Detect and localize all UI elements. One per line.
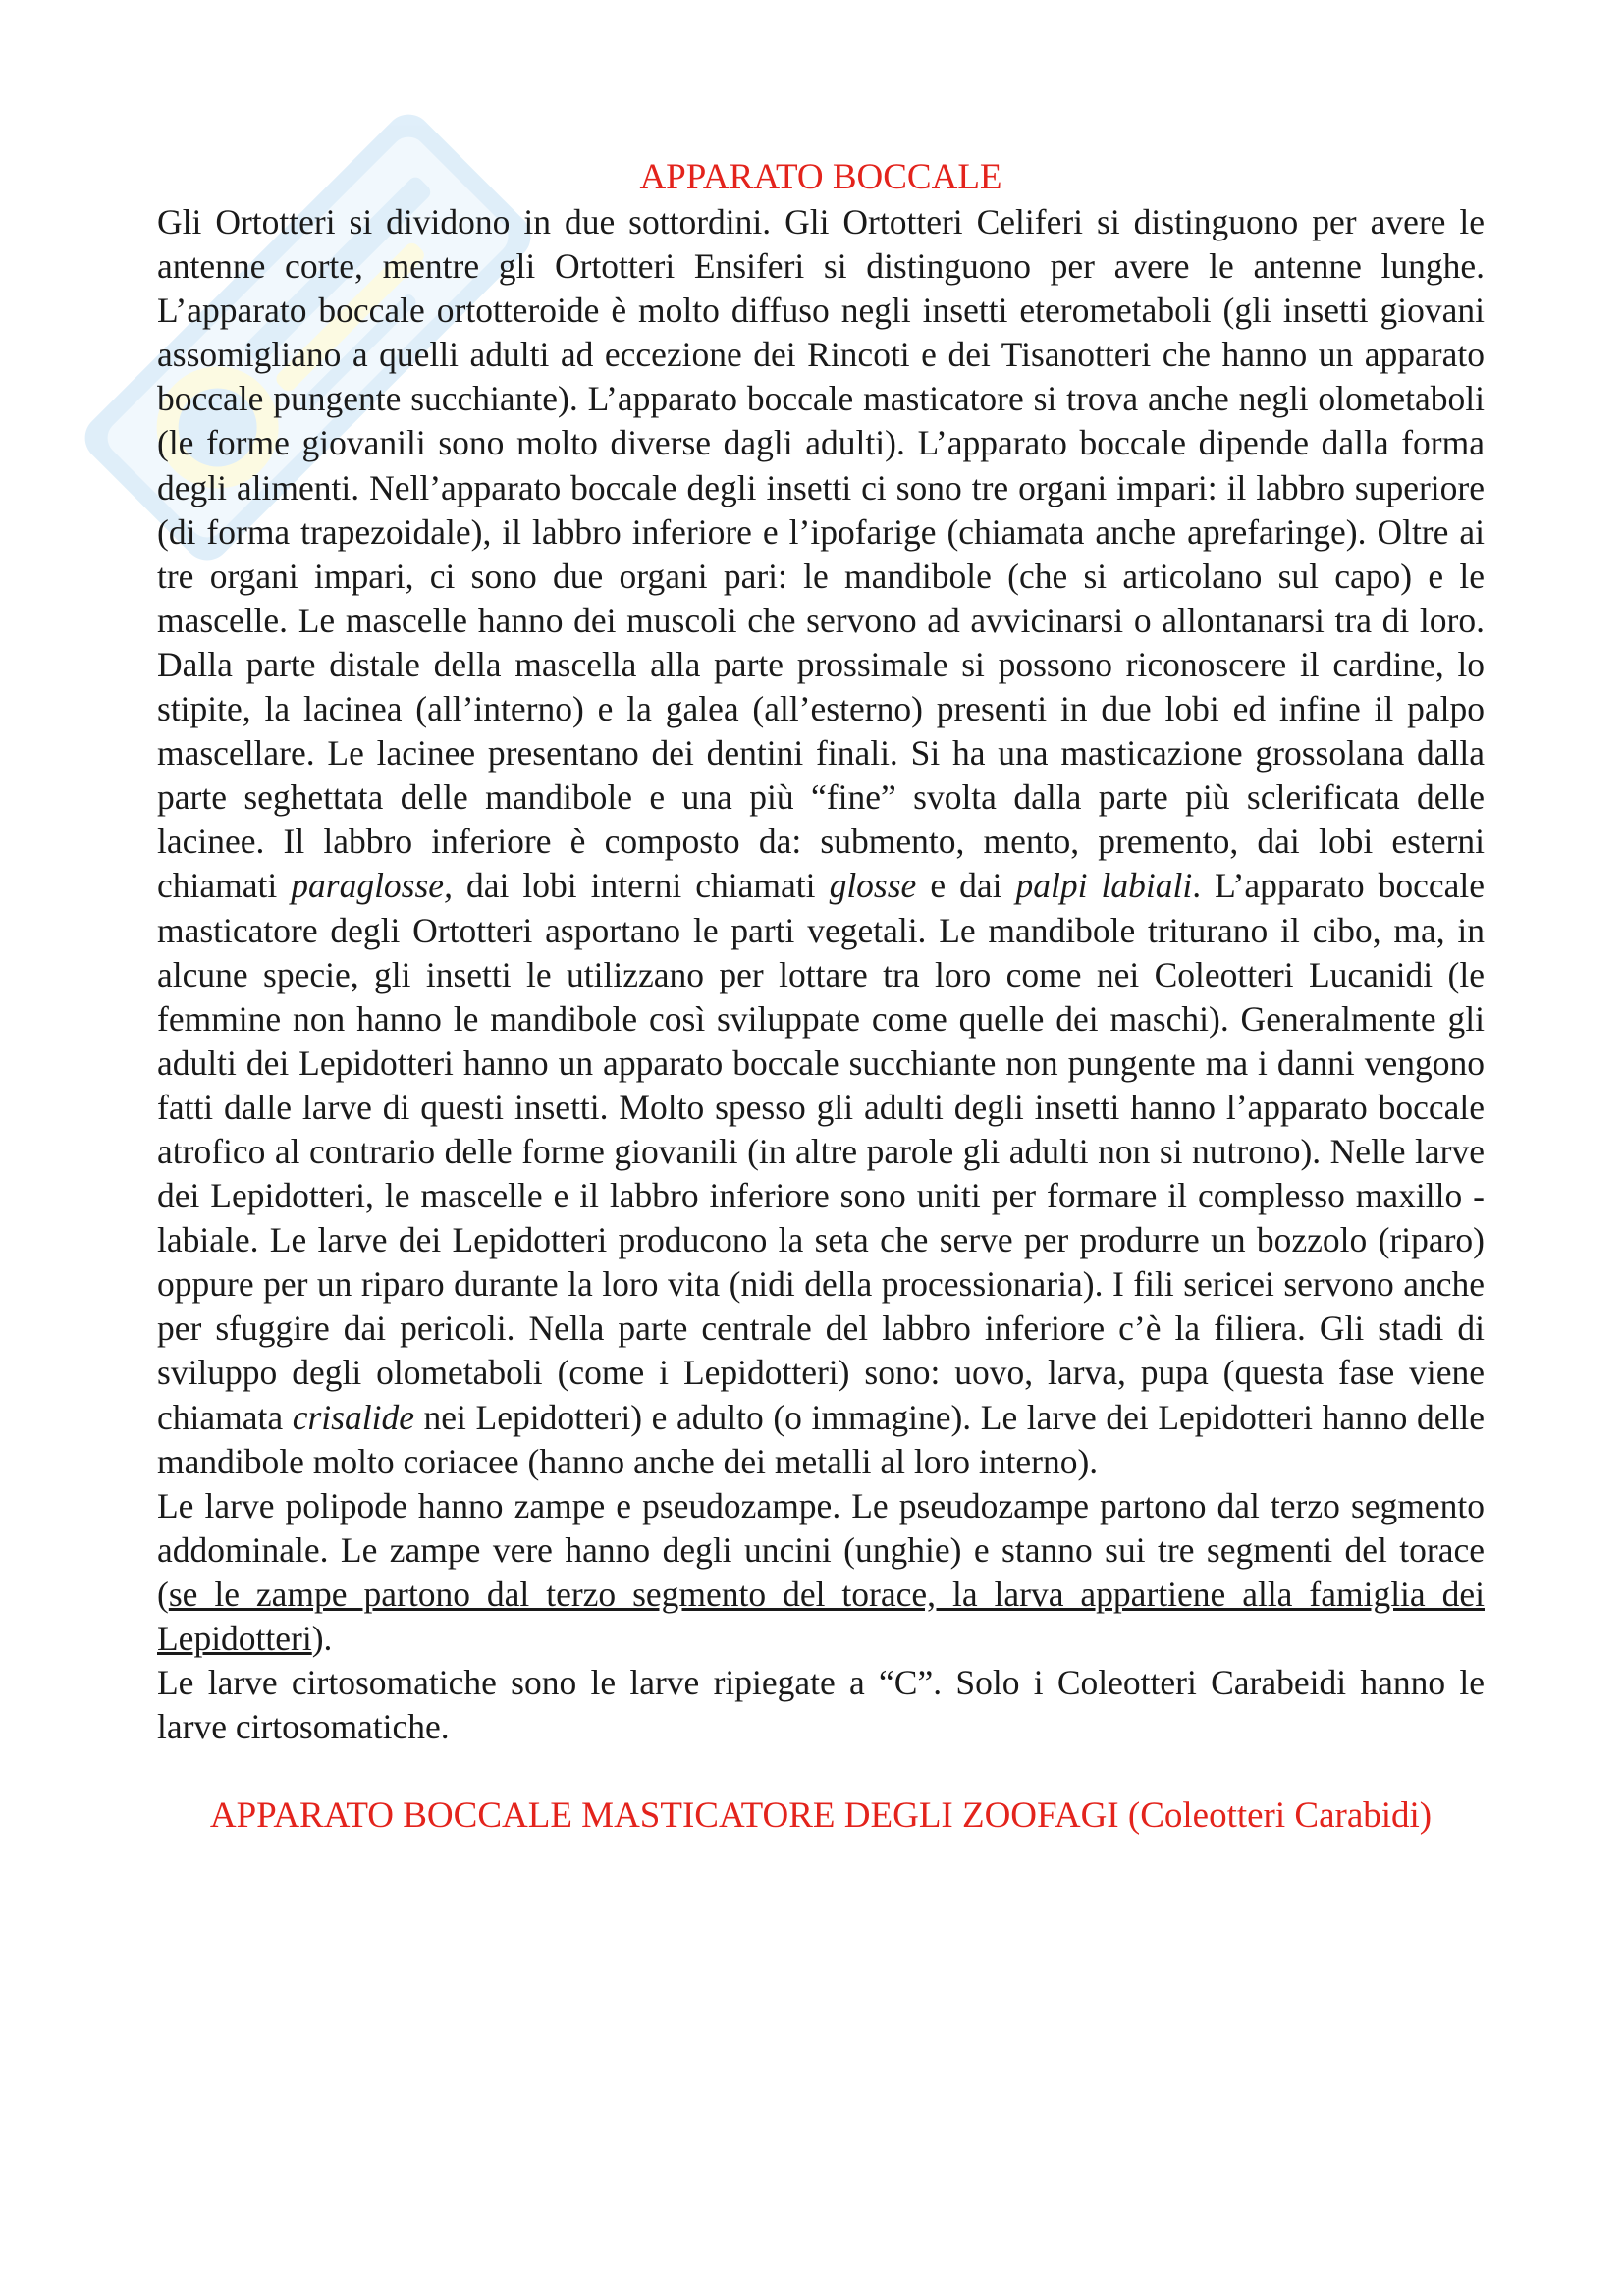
paragraph-larve-polipode [157, 1484, 1485, 1661]
paragraph-apparato-boccale [157, 200, 1485, 1484]
italic-term-palpi-labiali: palpi labiali [1015, 866, 1193, 906]
section-title: APPARATO BOCCALE [639, 157, 1002, 197]
paragraph-text: . L’apparato boccale masticatore degli Ortotteri asportano le parti vegetali. Le mandibole triturano il cibo, ma, in alcune specie, gli insetti le utilizzano per lottare tra loro come nei Coleotteri Lucanidi (le femmine non hanno le mandibole così sviluppate come quelle dei maschi). Generalmente gli adulti dei Lepidotteri hanno un apparato boccale succhiante non pungente ma i danni vengono fatti dalle larve di questi insetti. Molto spesso gli adulti degli insetti hanno l’apparato boccale atrofico al contrario delle forme giovanili (in altre parole gli adulti non si nutrono). Nelle larve dei Lepidotteri, le mascelle e il labbro inferiore sono uniti per formare il complesso maxillo - labiale. Le larve dei Lepidotteri producono la seta che serve per produrre un bozzolo (riparo) oppure per un riparo durante la loro vita (nidi della processionaria). I fili sericei servono anche per sfuggire dai pericoli. Nella parte centrale del labbro inferiore c’è la filiera. Gli stadi di sviluppo degli olometaboli (come i Lepidotteri) sono: uovo, larva, pupa (questa fase viene chiamata [157, 866, 1485, 1437]
paragraph-text: Le larve polipode hanno zampe e pseudozampe. Le pseudozampe partono dal terzo segmento addominale. Le zampe vere hanno degli uncini (unghie) e stanno sui tre segmenti del torace ( [157, 1485, 1485, 1614]
paragraph-text: ). [311, 1619, 333, 1658]
paragraph-text: Gli Ortotteri si dividono in due sottordini. Gli Ortotteri Celiferi si distinguono per avere le antenne corte, mentre gli Ortotteri Ensiferi si distinguono per avere le antenne lunghe. L’apparato boccale ortotteroide è molto diffuso negli insetti eterometaboli (gli insetti giovani assomigliano a quelli adulti ad eccezione dei Rincoti e dei Tisanotteri che hanno un apparato boccale pungente succhiante). L’apparato boccale masticatore si trova anche negli olometaboli (le forme giovanili sono molto diverse dagli adulti). L’apparato boccale dipende dalla forma degli alimenti. Nell’apparato boccale degli insetti ci sono tre organi impari: il labbro superiore (di forma trapezoidale), il labbro inferiore e l’ipofarige (chiamata anche aprefaringe). Oltre ai tre organi impari, ci sono due organi pari: le mandibole (che si articolano sul capo) e le mascelle. Le mascelle hanno dei muscoli che servono ad avvicinarsi o allontanarsi tra di loro. Dalla parte distale della mascella alla parte prossimale si possono riconoscere il cardine, lo stipite, la lacinea (all’interno) e la galea (all’esterno) presenti in due lobi ed infine il palpo mascellare. Le lacinee presentano dei dentini finali. Si ha una masticazione grossolana dalla parte seghettata delle mandibole e una più “fine” svolta dalla parte più sclerificata delle lacinee. Il labbro inferiore è composto da: submento, mento, premento, dai lobi esterni chiamati [157, 202, 1485, 906]
section-title-zoofagi: APPARATO BOCCALE MASTICATORE DEGLI ZOOFAGI (Coleotteri Carabidi) [209, 1795, 1433, 1837]
paragraph-text: dai lobi interni chiamati [452, 866, 830, 906]
italic-term-glosse: glosse [829, 866, 917, 906]
underlined-note: se le zampe partono dal terzo segmento del torace, la larva appartiene alla famiglia dei Lepidotteri [157, 1574, 1485, 1658]
italic-term-crisalide: crisalide [292, 1397, 414, 1437]
italic-term-paraglosse: paraglosse, [291, 866, 453, 906]
document-body [157, 155, 1485, 1839]
paragraph-larve-cirtosomatiche: Le larve cirtosomatiche sono le larve ripiegate a “C”. Solo i Coleotteri Carabeidi hanno le larve cirtosomatiche. [157, 1663, 1485, 1747]
paragraph-text: nei Lepidotteri) e adulto (o immagine). Le larve dei Lepidotteri hanno delle mandibole molto coriacee (hanno anche dei metalli al loro interno). [157, 1397, 1485, 1481]
paragraph-text: e dai [916, 866, 1016, 906]
